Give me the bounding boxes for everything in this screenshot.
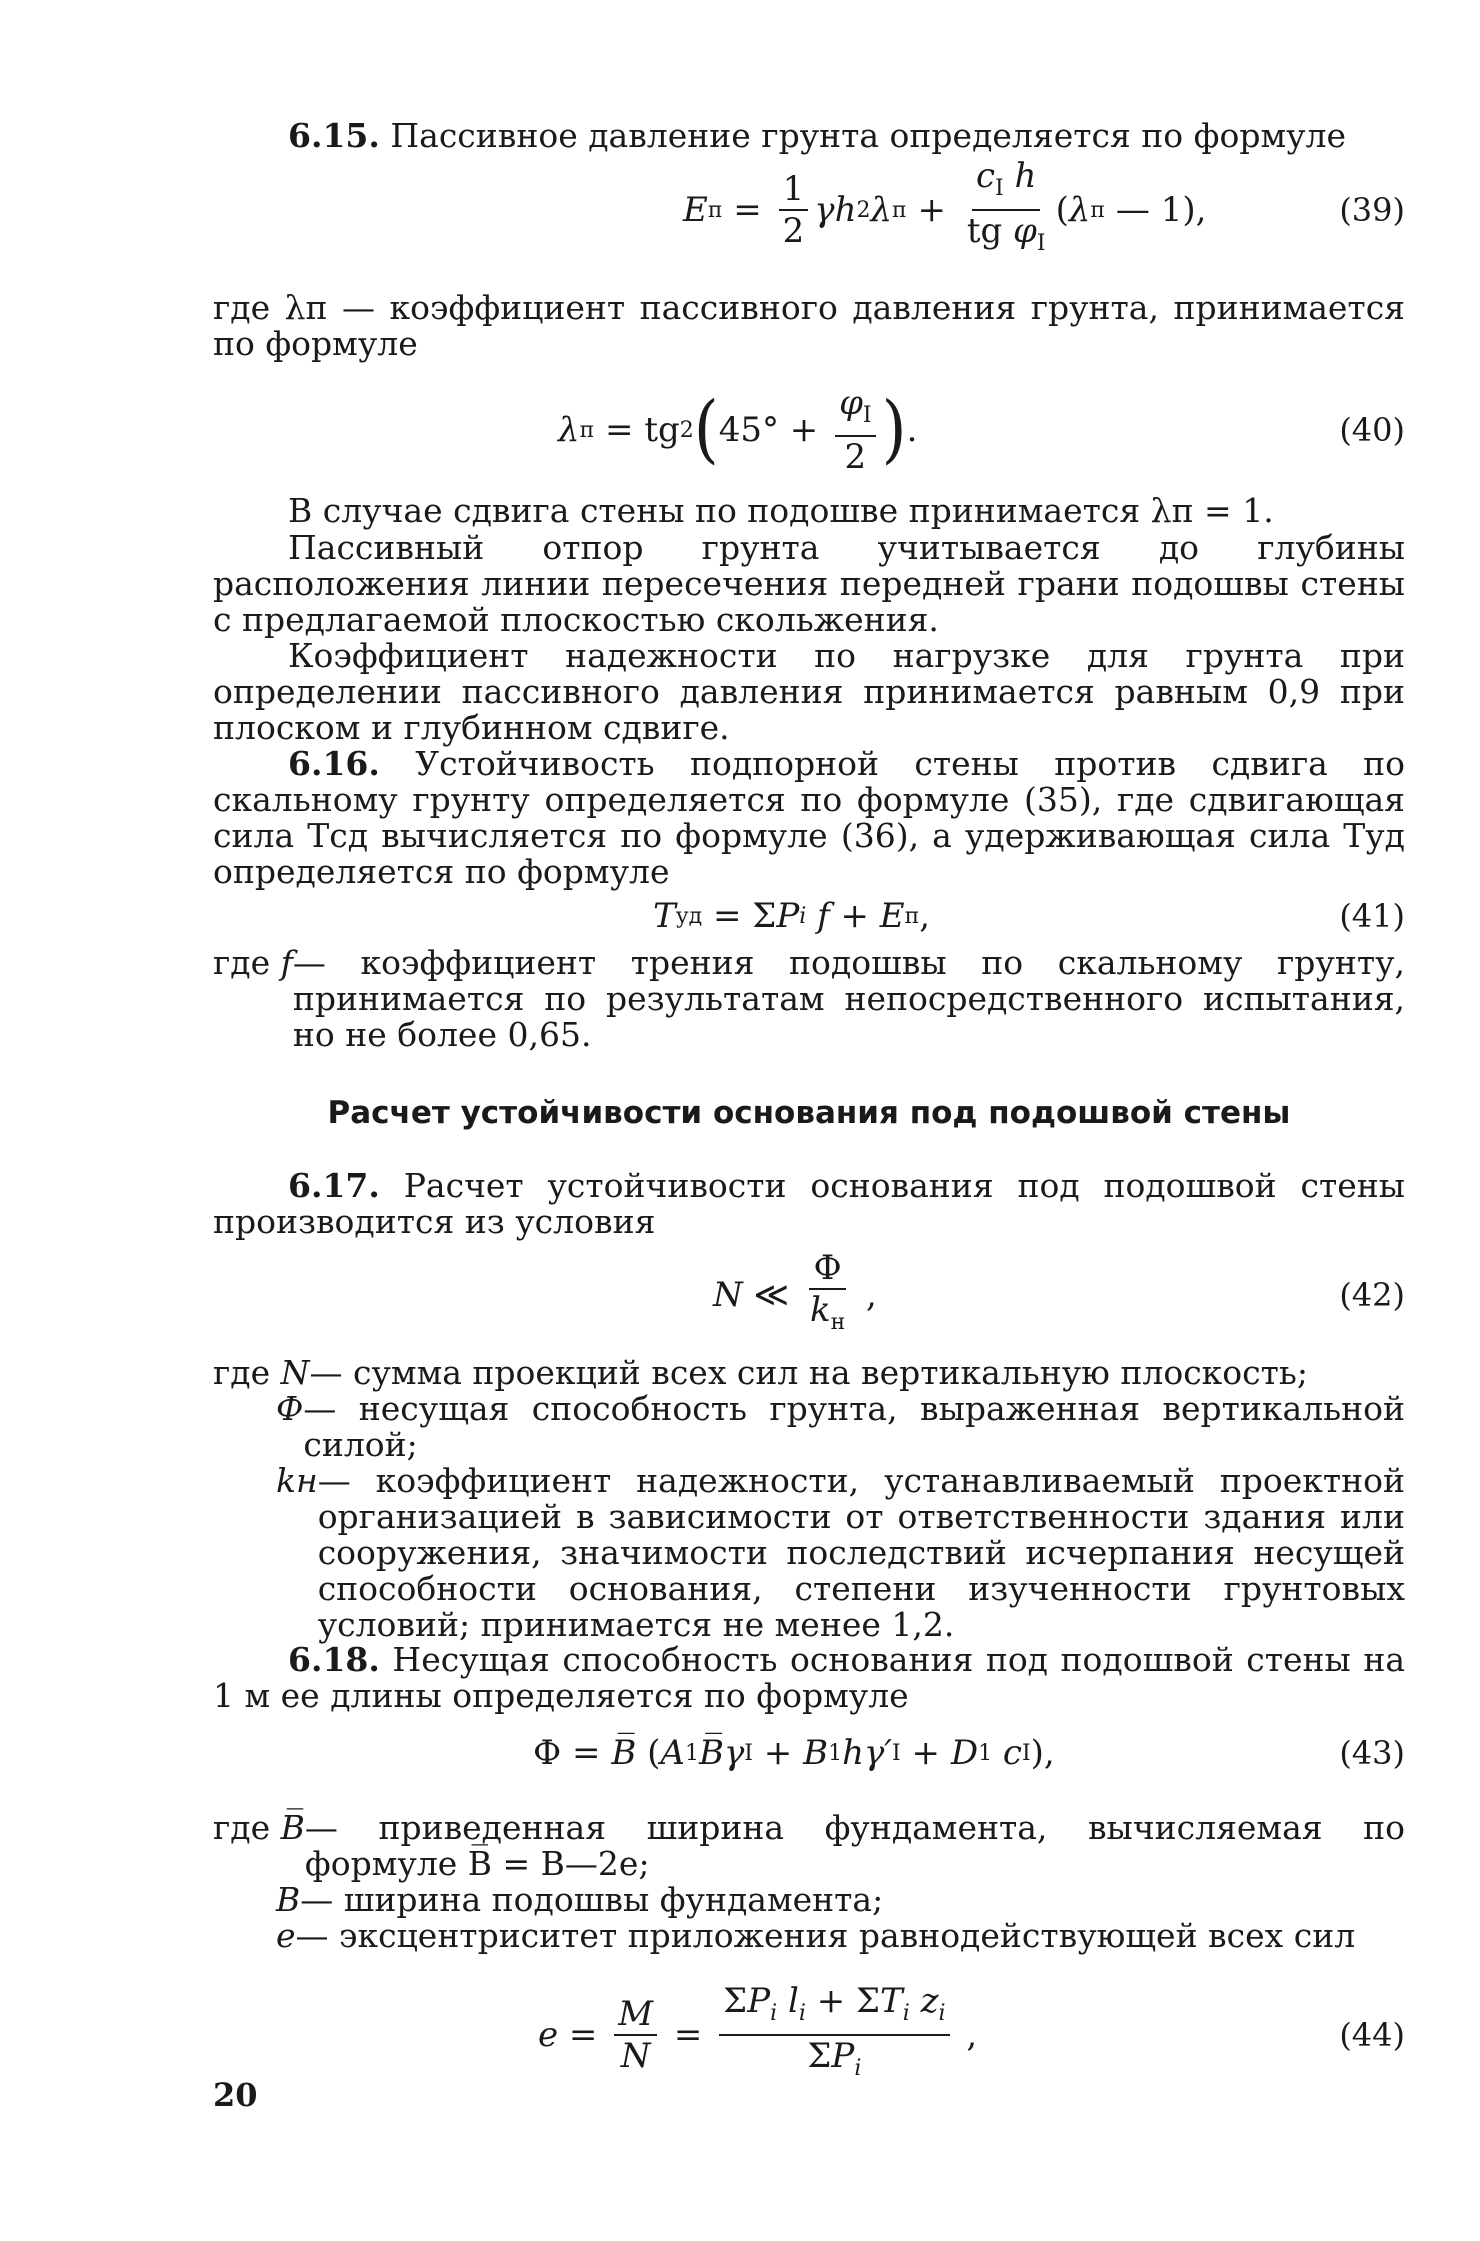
- equation-41: T уд = Σ P i f + E п , (41): [653, 896, 1405, 936]
- section-number: 6.15.: [288, 116, 380, 155]
- paragraph-reliability: Коэффициент надежности по нагрузке для грунта при определении пассивного давления принимается равным 0,9 при плоском и глубинном сдвиге.: [213, 636, 1405, 747]
- equation-43: Ф = B̅ ( A 1 B̅γ I + B 1 hγ′ I + D 1 c I ), (43): [533, 1733, 1405, 1773]
- page-number: 20: [213, 2076, 258, 2114]
- definition-row: где B̅ — приведенная ширина фундамента, вычисляемая по формуле B̅ = B—2e;: [213, 1808, 1405, 1883]
- equation-40: λ п = tg 2 ( 45° + $\frac{\varphi_I}{2}$ ) . (40): [558, 382, 1405, 478]
- paragraph-shear: В случае сдвига стены по подошве принимается λп = 1.: [288, 491, 1274, 530]
- equation-number: (42): [1339, 1276, 1405, 1314]
- definition-row: kн — коэффициент надежности, устанавливаемый проектной организацией в зависимости от ответственности здания или сооружения, значимости последствий исчерпания несущей способности основания, степени изученности грунтовых условий; принимается не менее 1,2.: [275, 1461, 1405, 1644]
- paragraph-6-18: 6.18. Несущая способность основания под подошвой стены на 1 м ее длины определяется по формуле: [213, 1640, 1405, 1715]
- equation-44: e = $\frac{M}{N}$ = $\frac{\Sigma P_i l_i + \Sigma T_i z_i}{\Sigma P_i}$ , (44): [538, 1981, 1405, 2081]
- paragraph-6-17: 6.17. Расчет устойчивости основания под подошвой стены производится из условия: [213, 1166, 1405, 1241]
- definition-row: где N — сумма проекций всех сил на вертикальную плоскость;: [213, 1353, 1308, 1392]
- equation-number: (43): [1339, 1734, 1405, 1772]
- definition-row: где f — коэффициент трения подошвы по скальному грунту, принимается по результатам непосредственного испытания, но не более 0,65.: [213, 943, 1405, 1054]
- definitions-41: [213, 945, 1405, 1053]
- definition-row: B — ширина подошвы фундамента;: [275, 1880, 884, 1919]
- equation-39: E п = $\frac{1}{2}$ γh 2 λ п + $\frac{c_I h}{tg \varphi_I}$ ( λ п — 1), (39): [683, 156, 1405, 256]
- definition-row: e — эксцентриситет приложения равнодействующей всех сил: [275, 1916, 1356, 1955]
- paragraph-6-15: 6.15. Пассивное давление грунта определяется по формуле: [288, 116, 1347, 155]
- definitions-42: [213, 1355, 1405, 1643]
- definition-row: Ф — несущая способность грунта, выраженная вертикальной силой;: [275, 1389, 1405, 1464]
- section-number: 6.17.: [288, 1166, 380, 1205]
- paragraph-6-16: 6.16. Устойчивость подпорной стены против сдвига по скальному грунту определяется по формуле (35), где сдвигающая сила Tсд вычисляется по формуле (36), а удерживающая сила Tуд определяется по формуле: [213, 744, 1405, 891]
- definitions-43: [213, 1810, 1405, 1954]
- equation-number: (39): [1339, 191, 1405, 229]
- section-number: 6.16.: [288, 744, 380, 783]
- equation-number: (40): [1339, 411, 1405, 449]
- section-number: 6.18.: [288, 1640, 380, 1679]
- equation-number: (44): [1339, 2016, 1405, 2054]
- paragraph-passive-resistance: Пассивный отпор грунта учитывается до глубины расположения линии пересечения передней грани подошвы стены с предлагаемой плоскостью скольжения.: [213, 528, 1405, 639]
- paragraph-lambda-def: где λп — коэффициент пассивного давления грунта, принимается по формуле: [213, 288, 1405, 363]
- equation-42: N ≪ $\frac{Ф}{k_н}$ , (42): [713, 1247, 1405, 1335]
- equation-number: (41): [1339, 897, 1405, 935]
- section-heading: Расчет устойчивости основания под подошвой стены: [327, 1095, 1291, 1131]
